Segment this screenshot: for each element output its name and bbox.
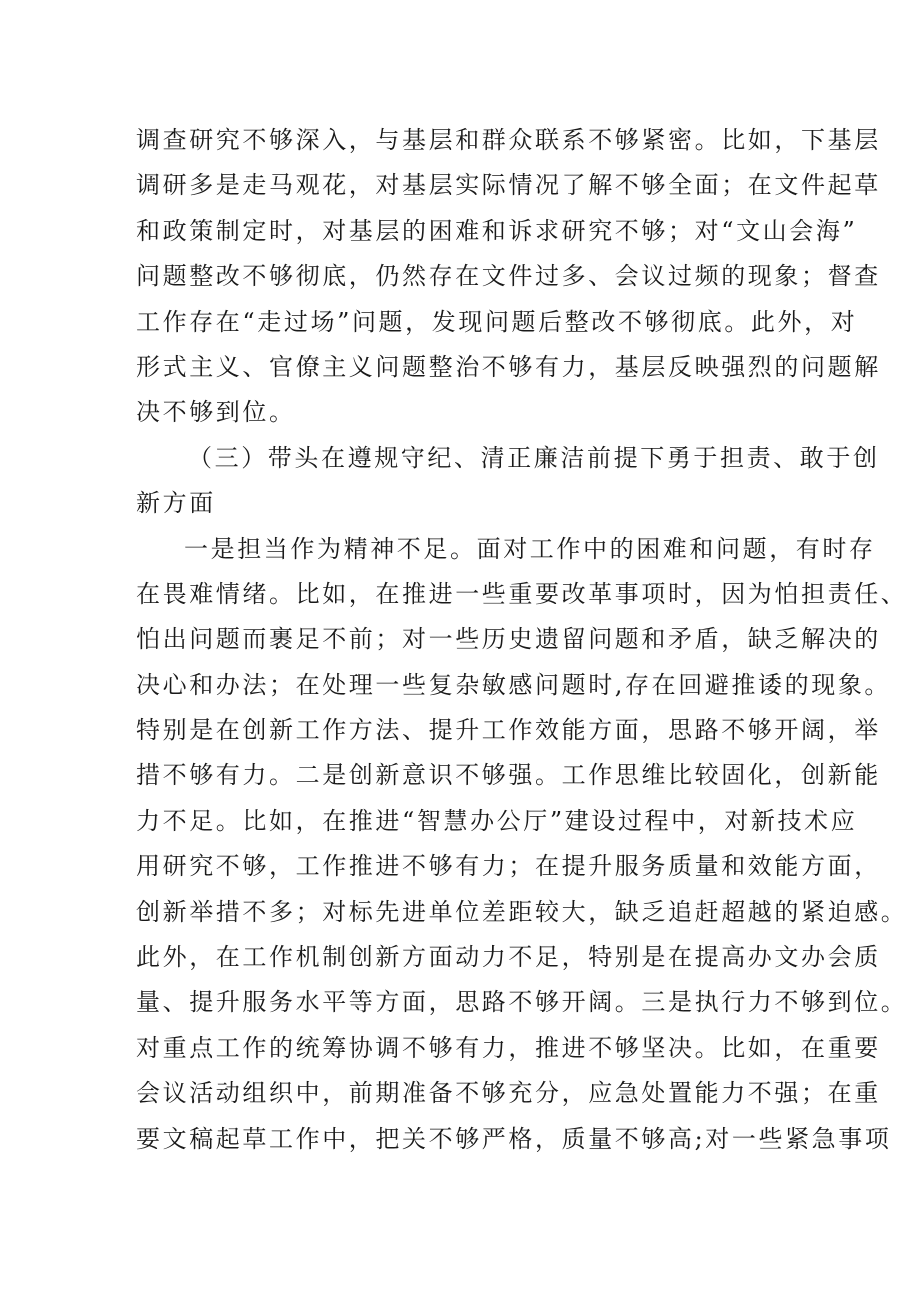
body-line: 此外，在工作机制创新方面动力不足，特别是在提高办文办会质 <box>136 943 881 972</box>
paragraph-start-line: 一是担当作为精神不足。面对工作中的困难和问题，有时存 <box>184 534 876 563</box>
body-line: 量、提升服务水平等方面，思路不够开阔。三是执行力不够到位。 <box>136 988 908 1017</box>
document-body <box>136 118 908 1162</box>
body-line: 怕出问题而裹足不前；对一些历史遗留问题和矛盾，缺乏解决的 <box>136 625 881 654</box>
section-heading-line: （三）带头在遵规守纪、清正廉洁前提下勇于担责、敢于创 <box>188 443 880 472</box>
body-line: 要文稿起草工作中，把关不够严格，质量不够高;对一些紧急事项 <box>136 1124 892 1153</box>
body-line: 力不足。比如，在推进“智慧办公厅”建设过程中，对新技术应 <box>136 806 858 835</box>
body-line: 形式主义、官僚主义问题整治不够有力，基层反映强烈的问题解 <box>136 352 881 381</box>
section-heading-line: 新方面 <box>136 489 216 518</box>
body-line: 工作存在“走过场”问题，发现问题后整改不够彻底。此外，对 <box>136 307 858 336</box>
body-line: 特别是在创新工作方法、提升工作效能方面，思路不够开阔，举 <box>136 716 881 745</box>
body-line: 问题整改不够彻底，仍然存在文件过多、会议过频的现象；督查 <box>136 262 881 291</box>
body-line: 创新举措不多；对标先进单位差距较大，缺乏追赶超越的紧迫感。 <box>136 897 908 926</box>
body-line: 措不够有力。二是创新意识不够强。工作思维比较固化，创新能 <box>136 761 881 790</box>
body-line: 会议活动组织中，前期准备不够充分，应急处置能力不强；在重 <box>136 1079 881 1108</box>
body-line: 调查研究不够深入，与基层和群众联系不够紧密。比如，下基层 <box>136 126 881 154</box>
body-line: 在畏难情绪。比如，在推进一些重要改革事项时，因为怕担责任、 <box>136 579 908 608</box>
body-line: 用研究不够，工作推进不够有力；在提升服务质量和效能方面， <box>136 852 881 881</box>
body-line: 对重点工作的统筹协调不够有力，推进不够坚决。比如，在重要 <box>136 1033 881 1062</box>
body-line: 调研多是走马观花，对基层实际情况了解不够全面；在文件起草 <box>136 171 881 200</box>
body-line: 决心和办法；在处理一些复杂敏感问题时,存在回避推诿的现象。 <box>136 670 892 699</box>
body-line: 和政策制定时，对基层的困难和诉求研究不够；对“文山会海” <box>136 216 858 245</box>
body-line: 决不够到位。 <box>136 398 296 427</box>
